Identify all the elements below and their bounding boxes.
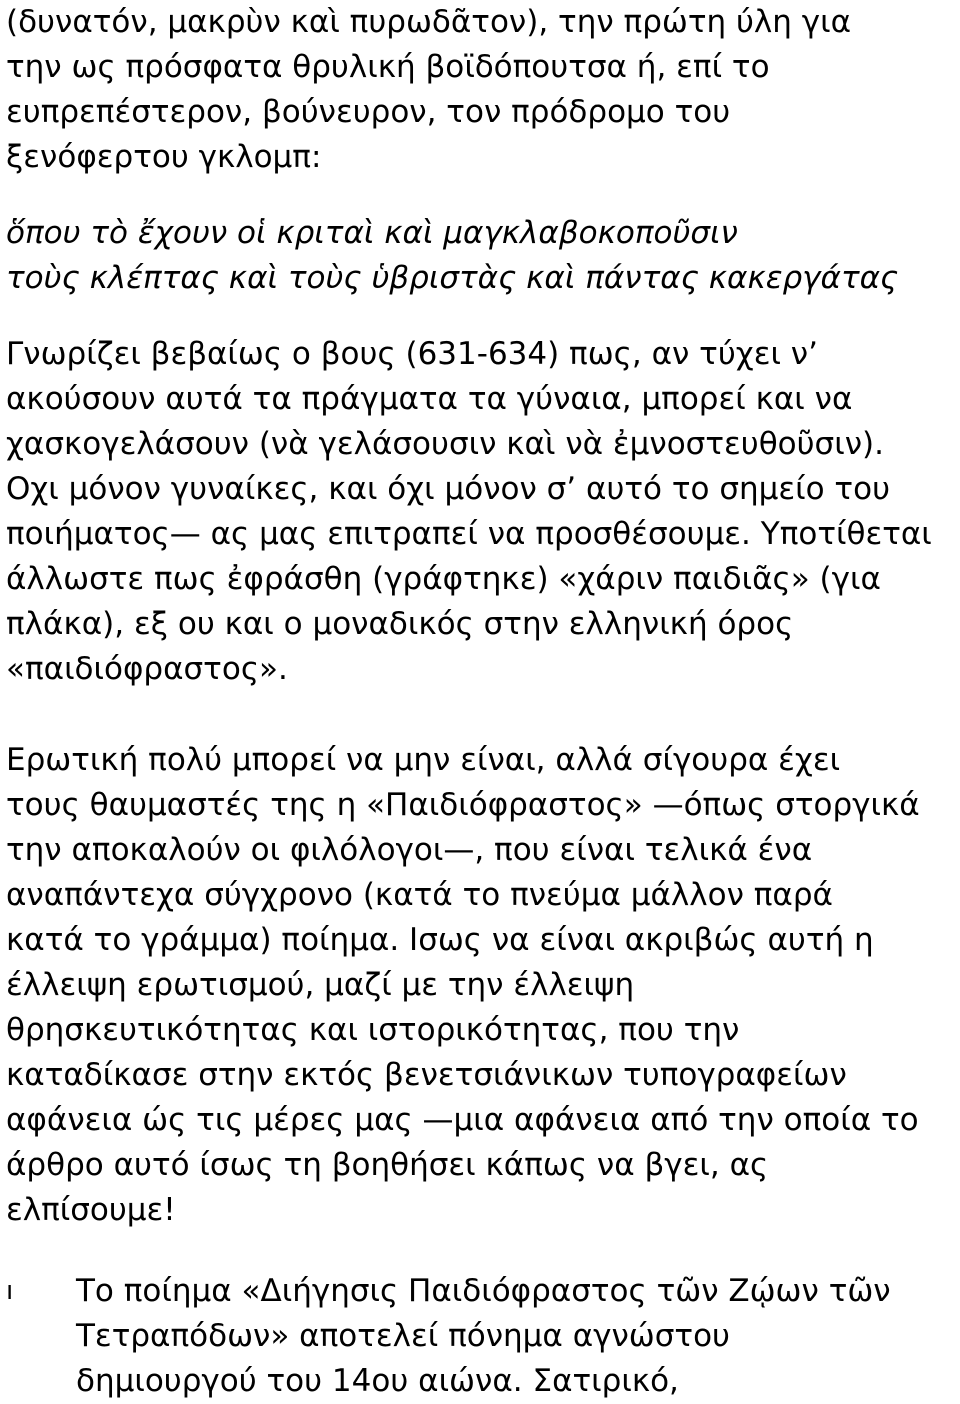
verse-line: τοὺς κλέπτας καὶ τοὺς ὑβριστὰς καὶ πάντας κακεργάτας — [6, 260, 899, 296]
text-line: χασκογελάσουν (νὰ γελάσουσιν καὶ νὰ ἐμνοστευθοῦσιν). — [6, 426, 884, 462]
text-line: «παιδιόφραστος». — [6, 651, 288, 687]
spacer — [6, 180, 946, 211]
spacer — [6, 692, 946, 738]
footnote-line: Το ποίημα «Διήγησις Παιδιόφραστος τῶν Ζῴων τῶν — [76, 1273, 891, 1309]
text-line: αναπάντεχα σύγχρονο (κατά το πνεύμα μάλλον παρά — [6, 877, 833, 913]
paragraph-body-2 — [6, 738, 946, 1233]
text-line: τους θαυμαστές της η «Παιδιόφραστος» —όπως στοργικά — [6, 787, 920, 823]
footnote-line: δημιουργού του 14ου αιώνα. Σατιρικό, — [76, 1363, 679, 1399]
text-line: ελπίσουμε! — [6, 1192, 176, 1228]
text-line: (δυνατόν, μακρὺν καὶ πυρωδᾶτον), την πρώτη ύλη για — [6, 4, 852, 40]
text-line: Γνωρίζει βεβαίως ο βους (631-634) πως, αν τύχει ν’ — [6, 336, 818, 372]
text-line: ακούσουν αυτά τα πράγματα τα γύναια, μπορεί και να — [6, 381, 853, 417]
text-line: Ερωτική πολύ μπορεί να μην είναι, αλλά σίγουρα έχει — [6, 742, 841, 778]
footnote — [6, 1269, 946, 1404]
text-line: έλλειψη ερωτισμού, μαζί με την έλλειψη — [6, 967, 635, 1003]
verse-line: ὅπου τὸ ἔχουν οἱ κριταὶ καὶ μαγκλαβοκοποῦσιν — [6, 215, 738, 251]
spacer — [6, 1233, 946, 1269]
footnote-line: Τετραπόδων» αποτελεί πόνημα αγνώστου — [76, 1318, 730, 1354]
text-line: πλάκα), εξ ου και ο μοναδικός στην ελληνική όρος — [6, 606, 794, 642]
text-line: καταδίκασε στην εκτός βενετσιάνικων τυπογραφείων — [6, 1057, 847, 1093]
footnote-marker: ı — [6, 1276, 14, 1306]
text-line: αφάνεια ώς τις μέρες μας —μια αφάνεια από την οποία το — [6, 1102, 919, 1138]
text-line: άρθρο αυτό ίσως τη βοηθήσει κάπως να βγει, ας — [6, 1147, 769, 1183]
paragraph-intro — [6, 0, 946, 180]
text-line: ποιήματος— ας μας επιτραπεί να προσθέσουμε. Υποτίθεται — [6, 516, 932, 552]
text-line: ξενόφερτου γκλομπ: — [6, 139, 322, 175]
text-line: την ως πρόσφατα θρυλική βοϊδόπουτσα ή, επί το — [6, 49, 770, 85]
text-line: κατά το γράμμα) ποίημα. Ισως να είναι ακριβώς αυτή η — [6, 922, 874, 958]
text-line: την αποκαλούν οι φιλόλογοι—, που είναι τελικά ένα — [6, 832, 813, 868]
spacer — [6, 301, 946, 332]
text-line: θρησκευτικότητας και ιστορικότητας, που την — [6, 1012, 740, 1048]
text-line: άλλωστε πως ἐφράσθη (γράφτηκε) «χάριν παιδιᾶς» (για — [6, 561, 881, 597]
quoted-verse — [6, 211, 946, 301]
text-line: Οχι μόνον γυναίκες, και όχι μόνον σ’ αυτό το σημείο του — [6, 471, 890, 507]
paragraph-body-1 — [6, 332, 946, 692]
document-page — [6, 0, 946, 1404]
text-line: ευπρεπέστερον, βούνευρον, τον πρόδρομο του — [6, 94, 731, 130]
